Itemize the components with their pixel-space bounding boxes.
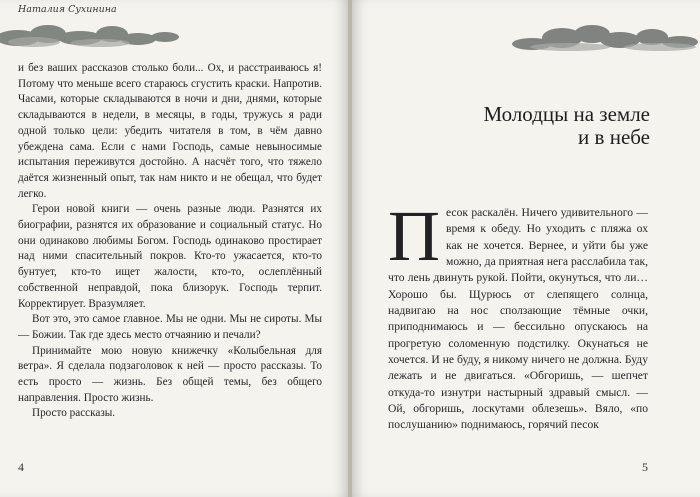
cloud-illustration — [510, 24, 700, 52]
left-page — [0, 0, 348, 497]
chapter-body: есок раскалён. Ничего удивительного — время к обеду. Но уходить с пляжа ох как не хочется. Вернее, и уйти бы уже можно, да приятная нега расслабила так, что лень двинуть рукой. Пойти, окунуться, что ли… Хорошо бы. Щурюсь от слепящего солнца, надвигаю на нос сползающие тёмные очки, приподнимаюсь и — бессильно опускаюсь на прогретую соломенную подстилку. Окунаться не хочется. И не буду, я никому ничего не должна. Буду лежать и не двигаться. «Обгоришь, — шепчет откуда-то изнутри настырный здравый смысл. — Ой, обгоришь, лоскутами облезешь». Вяло, «по послушанию» поднимаюсь, горячий песок — [388, 206, 648, 432]
page-number: 4 — [18, 460, 24, 474]
paragraph: Принимайте мою новую книжечку «Колыбельная для ветра». Я сделала подзаголовок к ней — просто рассказы. То есть просто — жизнь. Без общей темы, без общего направления. Просто жизнь. — [18, 344, 322, 404]
right-page — [352, 0, 700, 497]
running-head: Наталия Сухинина — [18, 4, 117, 15]
paragraph: Вот это, это самое главное. Мы не одни. Мы не сироты. Мы — Божии. Так где здесь место отчаянию и печали? — [18, 313, 322, 341]
paragraph: и без ваших рассказов столько боли... Ох, и расстраиваюсь я! Потому что меньше всего стараюсь сгустить краски. Напротив. Часами, которые складываются в ночи и дни, днями, которые складываются в недели, в месяцы, в годы, тружусь я ради одной только цели: убедить читателя в том, в чём давно убеждена сама. Если с нами Господь, самые невыносимые испытания переживутся достойно. А насчёт того, что тяжело даётся жизненный опыт, так нам никто и не обещал, что будет легко. — [18, 62, 322, 200]
chapter-title-line: и в небе — [578, 125, 650, 149]
chapter-title — [483, 103, 650, 149]
left-page-text — [18, 61, 322, 422]
right-page-text — [388, 196, 648, 434]
chapter-title-line: Молодцы на земле — [483, 102, 650, 126]
paragraph: Герои новой книги — очень разные люди. Разнятся их биографии, разнятся их образование и социальный статус. Но они одинаково любимы Богом. Господь одинаково простирает над ними спасительный покров. Кто-то ужасается, кто-то бунтует, кто-то ищет жалости, кто-то, ослеплённый собственной неправдой, пока близорук. Господь терпит. Корректирует. Вразумляет. — [18, 203, 322, 310]
cloud-illustration — [0, 22, 180, 48]
paragraph: Просто рассказы. — [32, 407, 116, 420]
page-number: 5 — [642, 460, 648, 474]
drop-cap: П — [388, 196, 440, 276]
